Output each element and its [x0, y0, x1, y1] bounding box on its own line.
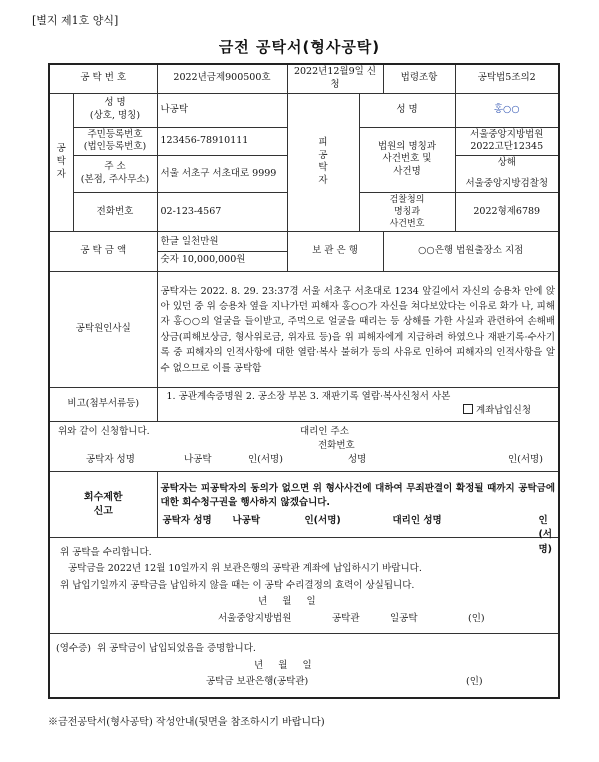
case-number: 2022고단12345	[470, 141, 544, 153]
depositor-id-label: 주민등록번호 (법인등록번호)	[73, 127, 157, 156]
remarks-label: 비고(첨부서류등)	[49, 388, 157, 422]
waiver-cell	[157, 472, 559, 555]
footer-note: ※금전공탁서(형사공탁) 작성안내(뒷면을 참조하시기 바랍니다)	[48, 717, 325, 728]
cause-text: 공탁자는 2022. 8. 29. 23:37경 서울 서초구 서초대로 1234 앞길에서 자신의 승용차 안에 앉아 있던 중 위 승용차 옆을 지나가던 피해자 홍○○가 자신을 쳐다보았다는 이유로 화가 나, 피해자 홍○○의 얼굴을 들이받고, 주먹으로 얼굴을 때리는 등 상해를 가한 사실과 관련하여 손해배상금(피해보상금, 형사위로금, 위자료 등)을 위 피해자에게 지급하려 하였으나 재판기록·수사기록 중 피해자의 인적사항에 대한 열람·복사 불허가 등의 사유로 인하여 피해자의 인적사항을 알 수 없으므로 이를 공탁함	[157, 272, 559, 388]
waiver-sign-name: 나공탁	[232, 515, 261, 527]
deposit-number-label: 공 탁 번 호	[49, 64, 157, 93]
depositor-address-label: 주 소 (본점, 주사무소)	[73, 156, 157, 193]
application-cell	[49, 422, 559, 472]
receipt-date: 년 월 일	[254, 659, 312, 671]
agent-seal: 인(서명)	[508, 453, 543, 465]
amount-label: 공 탁 금 액	[49, 232, 157, 272]
depositor-phone: 02-123-4567	[157, 192, 287, 231]
bank-label: 보 관 은 행	[287, 232, 383, 272]
bank-value: ○○은행 법원출장소 지점	[383, 232, 559, 272]
court-label: 법원의 명칭과 사건번호 및 사건명	[359, 127, 455, 192]
receipt-seal: (인)	[466, 676, 483, 688]
depositor-address: 서울 서초구 서초대로 9999	[157, 156, 287, 193]
depositee-section-label: 피 공 탁 자	[287, 93, 359, 232]
prosecutor-name: 서울중앙지방검찰청	[465, 178, 549, 190]
form-label: [별지 제1호 양식]	[32, 14, 119, 27]
prosecutor-case: 2022형제6789	[455, 192, 559, 231]
deposit-form-table	[48, 63, 560, 699]
case-name-text: 상해	[497, 157, 516, 169]
case-name	[455, 156, 559, 193]
depositor-name: 나공탁	[157, 93, 287, 127]
header-row	[49, 64, 559, 93]
account-option-label: 계좌납입신청	[475, 405, 531, 417]
waiver-seal: 인(서명)	[304, 515, 341, 527]
receipt-line: (영수증) 위 공탁금이 납입되었음을 증명합니다.	[56, 642, 256, 654]
court-info	[455, 127, 559, 156]
acceptance-officer-label: 공탁관	[332, 613, 360, 625]
remarks-docs: 1. 공관계속증명원 2. 공소장 부본 3. 재판기록 열람·복사신청서 사본	[166, 391, 451, 403]
depositor-id: 123456-78910111	[157, 127, 287, 156]
prosecutor-label: 검찰청의 명칭과 사건번호	[359, 192, 455, 231]
acceptance-line3: 위 납입기일까지 공탁금을 납입하지 않을 때는 이 공탁 수리결정의 효력이 상실됩니다.	[60, 579, 415, 591]
acceptance-date: 년 월 일	[258, 596, 316, 608]
apply-date: 2022년12월9일 신청	[287, 64, 383, 93]
depositee-name: 홍○○	[455, 93, 559, 127]
depositor-name-label: 성 명 (상호, 명칭)	[73, 93, 157, 127]
receipt-bank-label: 공탁금 보관은행(공탁관)	[206, 676, 309, 688]
remarks-cell	[157, 388, 559, 422]
waiver-sign-label: 공탁자 성명	[162, 515, 212, 527]
waiver-agent-label: 대리인 성명	[392, 515, 442, 527]
depositor-sign-name: 나공탁	[184, 453, 212, 465]
application-statement: 위와 같이 신청합니다.	[58, 425, 150, 437]
waiver-agent-seal: 인(서명)	[538, 515, 553, 555]
amount-number: 숫자 10,000,000원	[160, 254, 246, 266]
agent-name-label: 성명	[348, 453, 367, 465]
receipt-cell	[49, 634, 559, 698]
depositor-phone-label: 전화번호	[73, 192, 157, 231]
acceptance-line2: 공탁금을 2022년 12월 10일까지 위 보관은행의 공탁관 계좌에 납입하시기 바랍니다.	[68, 563, 422, 575]
agent-address-label: 대리인 주소	[300, 425, 349, 437]
acceptance-court: 서울중앙지방법원	[218, 613, 292, 625]
law-label: 법령조항	[383, 64, 455, 93]
deposit-number: 2022년금제900500호	[157, 64, 287, 93]
waiver-label: 회수제한 신고	[49, 472, 157, 538]
account-option	[161, 404, 556, 418]
depositee-name-label: 성 명	[359, 93, 455, 127]
depositor-sign-label: 공탁자 성명	[86, 453, 135, 465]
waiver-text: 공탁자는 피공탁자의 동의가 없으면 위 형사사건에 대하여 무죄판결이 확정될 때까지 공탁금에 대한 회수청구권을 행사하지 않겠습니다.	[160, 482, 555, 508]
account-checkbox[interactable]	[463, 404, 473, 414]
court-name: 서울중앙지방법원	[470, 128, 544, 140]
cause-label: 공탁원인사실	[49, 272, 157, 388]
law-value: 공탁법5조의2	[455, 64, 559, 93]
depositor-section-label: 공 탁 자	[49, 93, 73, 232]
agent-phone-label: 전화번호	[318, 439, 355, 451]
amount-values	[157, 232, 287, 272]
acceptance-officer: 일공탁	[390, 613, 418, 625]
acceptance-cell	[49, 538, 559, 634]
acceptance-seal: (인)	[468, 613, 485, 625]
depositor-seal: 인(서명)	[248, 453, 283, 465]
amount-korean: 한글 일천만원	[158, 234, 287, 252]
acceptance-line1: 위 공탁을 수리합니다.	[60, 546, 152, 558]
page-title: 금전 공탁서(형사공탁)	[218, 38, 381, 56]
